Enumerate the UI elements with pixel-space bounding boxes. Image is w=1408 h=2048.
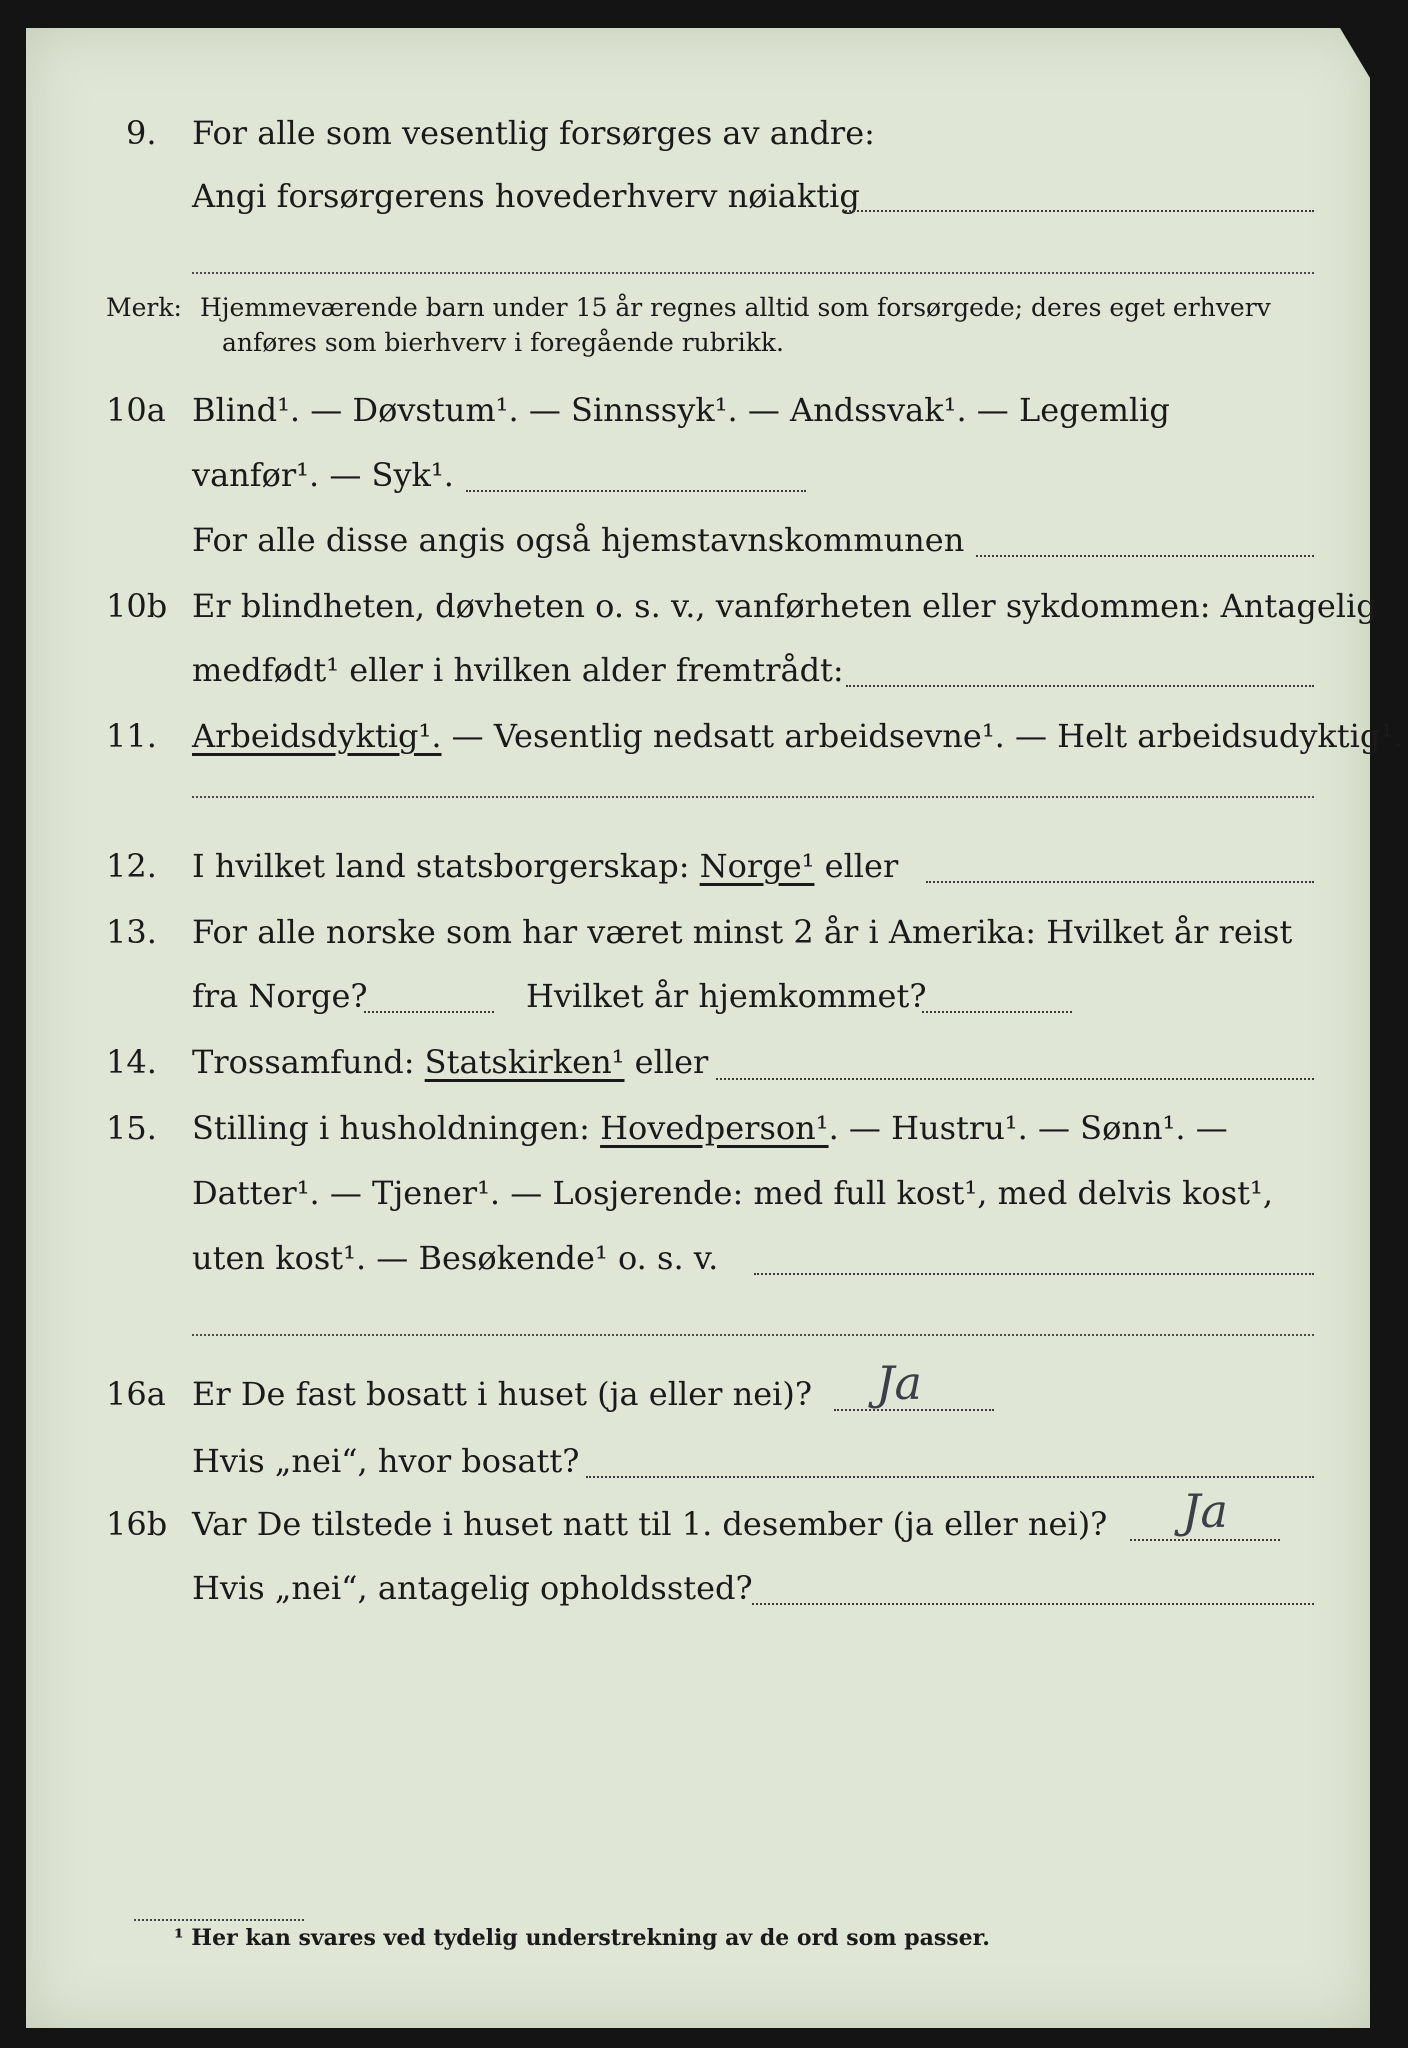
q15-line1 (192, 1108, 1228, 1148)
q14-answer-line[interactable] (716, 1078, 1314, 1080)
q13-line1: For alle norske som har været minst 2 år i Amerika: Hvilket år reist (192, 913, 1293, 951)
q16b-handwritten-answer[interactable]: Ja (1182, 1484, 1228, 1538)
q15-question: Stilling i husholdningen: (192, 1109, 601, 1147)
q13-number: 13. (106, 913, 157, 951)
q11-number: 11. (106, 717, 157, 755)
note-line1: Hjemmeværende barn under 15 år regnes alltid som forsørgede; deres eget erhverv (200, 293, 1271, 322)
q14-number: 14. (106, 1043, 157, 1081)
q15-line2: Datter¹. — Tjener¹. — Losjerende: med full kost¹, med delvis kost¹, (192, 1174, 1274, 1212)
folded-corner (1340, 28, 1370, 78)
q10b-answer-line[interactable] (846, 685, 1314, 687)
q16a-line2: Hvis „nei“, hvor bosatt? (192, 1442, 580, 1480)
q10a-answer-line[interactable] (466, 490, 806, 492)
q16a-bosatt-line[interactable] (586, 1476, 1314, 1478)
q14-selected-option[interactable]: Statskirken¹ (424, 1043, 625, 1081)
q11-selected-option[interactable]: Arbeidsdyktig¹. (192, 717, 442, 755)
q13-line2a: fra Norge? (192, 977, 368, 1015)
q9-answer-line[interactable] (842, 210, 1314, 212)
q9-line2: Angi forsørgerens hovederhverv nøiaktig (192, 177, 860, 215)
q12-question: I hvilket land statsborgerskap: (192, 847, 700, 885)
q15-answer-line[interactable] (754, 1273, 1314, 1275)
q12-eller: eller (814, 847, 899, 885)
q11-other-options: — Vesentlig nedsatt arbeidsevne¹. — Helt arbeidsudyktig¹. (441, 717, 1404, 755)
q13-hjemkommet-line[interactable] (922, 1011, 1072, 1013)
q13-line2b: Hvilket år hjemkommet? (526, 977, 927, 1015)
q14-question: Trossamfund: (192, 1043, 425, 1081)
q16b-line2: Hvis „nei“, antagelig opholdssted? (192, 1569, 753, 1607)
note-label: Merk: (106, 293, 182, 322)
q9-answer-line-2[interactable] (192, 272, 1314, 274)
q16b-opholdssted-line[interactable] (752, 1603, 1314, 1605)
q10b-line2: medfødt¹ eller i hvilken alder fremtrådt: (192, 651, 844, 689)
q15-other-options: . — Hustru¹. — Sønn¹. — (828, 1109, 1228, 1147)
q12-answer-line[interactable] (926, 881, 1314, 883)
q15-answer-line-2[interactable] (192, 1334, 1314, 1336)
q10a-line3: For alle disse angis også hjemstavnskommunen (192, 521, 965, 559)
q10a-line1: Blind¹. — Døvstum¹. — Sinnssyk¹. — Andssvak¹. — Legemlig (192, 391, 1170, 429)
q15-line3: uten kost¹. — Besøkende¹ o. s. v. (192, 1239, 719, 1277)
q11-line (192, 716, 1403, 756)
q14-line (192, 1042, 708, 1082)
q10a-number: 10a (106, 391, 166, 429)
q11-answer-line[interactable] (192, 796, 1314, 798)
q16a-number: 16a (106, 1375, 166, 1413)
footnote-separator (134, 1919, 304, 1921)
q12-line (192, 846, 898, 886)
q10a-line2: vanfør¹. — Syk¹. (192, 456, 454, 494)
q14-eller: eller (624, 1043, 709, 1081)
q15-selected-option[interactable]: Hovedperson¹ (600, 1109, 829, 1147)
q15-number: 15. (106, 1109, 157, 1147)
q10a-hjemstavn-line[interactable] (976, 555, 1314, 557)
q9-number: 9. (126, 114, 157, 152)
q10b-line1: Er blindheten, døvheten o. s. v., vanførheten eller sykdommen: Antagelig (192, 587, 1377, 625)
q9-line1: For alle som vesentlig forsørges av andre: (192, 114, 875, 152)
q13-reist-line[interactable] (364, 1011, 494, 1013)
note-line2: anføres som bierhverv i foregående rubrikk. (222, 328, 784, 357)
q10b-number: 10b (106, 587, 168, 625)
census-form-page (26, 28, 1404, 2028)
q16b-number: 16b (106, 1505, 168, 1543)
q16b-answer-line[interactable] (1130, 1539, 1280, 1541)
q12-selected-option[interactable]: Norge¹ (699, 847, 815, 885)
q16a-line1: Er De fast bosatt i huset (ja eller nei)? (192, 1375, 813, 1413)
q12-number: 12. (106, 847, 157, 885)
footnote: ¹ Her kan svares ved tydelig understrekning av de ord som passer. (174, 1925, 990, 1951)
q16b-line1: Var De tilstede i huset natt til 1. desember (ja eller nei)? (192, 1505, 1108, 1543)
q16a-handwritten-answer[interactable]: Ja (876, 1356, 922, 1410)
